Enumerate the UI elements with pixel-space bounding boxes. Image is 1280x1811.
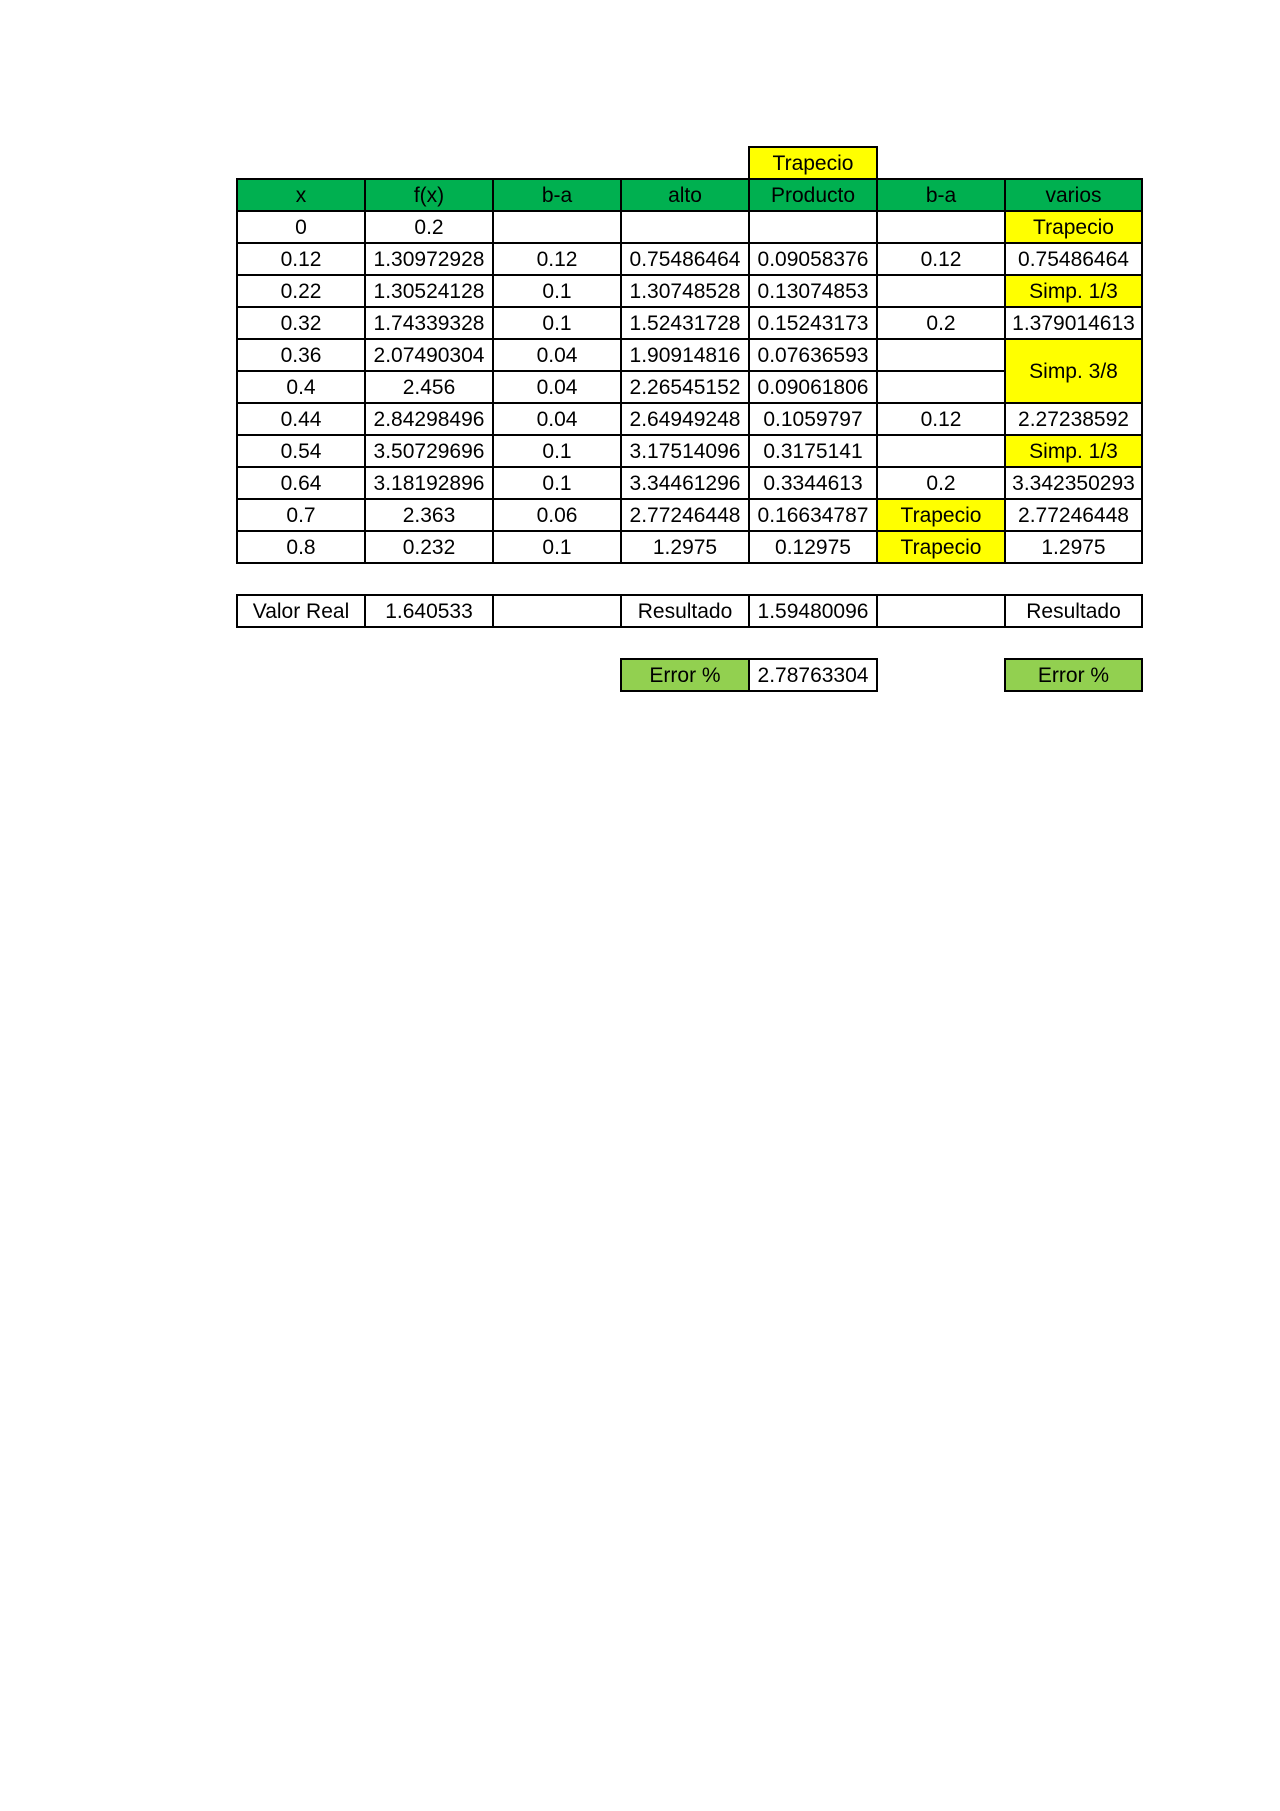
cell-x: 0.4: [236, 370, 366, 404]
cell-fx: 3.18192896: [364, 466, 494, 500]
header-varios: varios: [1004, 178, 1143, 212]
cell-varios: 1.2975: [1004, 530, 1143, 564]
cell-x: 0.36: [236, 338, 366, 372]
header-x: x: [236, 178, 366, 212]
cell-varios-method: Simp. 1/3: [1004, 434, 1143, 468]
summary-empty-cell: [876, 594, 1006, 628]
cell-fx: 3.50729696: [364, 434, 494, 468]
valor-real-label: Valor Real: [236, 594, 366, 628]
cell-b-a-2: 0.2: [876, 466, 1006, 500]
cell-varios-method-merged: Simp. 3/8: [1004, 338, 1143, 404]
cell-b-a-2: 0.2: [876, 306, 1006, 340]
cell-alto: 3.17514096: [620, 434, 750, 468]
cell-varios: 2.27238592: [1004, 402, 1143, 436]
cell-b-a: 0.1: [492, 530, 622, 564]
cell-b-a: 0.1: [492, 434, 622, 468]
cell-alto: 3.34461296: [620, 466, 750, 500]
valor-real-value: 1.640533: [364, 594, 494, 628]
cell-b-a-2: 0.12: [876, 242, 1006, 276]
cell-x: 0.32: [236, 306, 366, 340]
cell-alto: 1.30748528: [620, 274, 750, 308]
cell-producto: 0.3175141: [748, 434, 878, 468]
header-b-a-2: b-a: [876, 178, 1006, 212]
cell-producto: 0.07636593: [748, 338, 878, 372]
cell-b-a: 0.1: [492, 306, 622, 340]
cell-fx: 2.456: [364, 370, 494, 404]
header-fx: f(x): [364, 178, 494, 212]
cell-b-a-2: [876, 434, 1006, 468]
error-label-varios: Error %: [1004, 658, 1143, 692]
cell-fx: 2.07490304: [364, 338, 494, 372]
cell-b-a: 0.1: [492, 466, 622, 500]
cell-alto: 1.52431728: [620, 306, 750, 340]
cell-b-a: 0.04: [492, 338, 622, 372]
cell-varios: 2.77246448: [1004, 498, 1143, 532]
cell-alto: 2.26545152: [620, 370, 750, 404]
error-value: 2.78763304: [748, 658, 878, 692]
header-b-a: b-a: [492, 178, 622, 212]
cell-x: 0.8: [236, 530, 366, 564]
cell-alto: 0.75486464: [620, 242, 750, 276]
cell-b-a-2: 0.12: [876, 402, 1006, 436]
cell-x: 0.44: [236, 402, 366, 436]
cell-x: 0.64: [236, 466, 366, 500]
cell-fx: 1.74339328: [364, 306, 494, 340]
header-alto: alto: [620, 178, 750, 212]
cell-producto: 0.09061806: [748, 370, 878, 404]
cell-b-a: 0.12: [492, 242, 622, 276]
cell-producto: 0.1059797: [748, 402, 878, 436]
error-label: Error %: [620, 658, 750, 692]
resultado-label: Resultado: [620, 594, 750, 628]
cell-producto: 0.16634787: [748, 498, 878, 532]
cell-x: 0: [236, 210, 366, 244]
cell-alto: 1.90914816: [620, 338, 750, 372]
cell-varios-method: Simp. 1/3: [1004, 274, 1143, 308]
cell-b-a-2: [876, 274, 1006, 308]
cell-b-a-2: [876, 338, 1006, 372]
cell-b-a-2-method: Trapecio: [876, 498, 1006, 532]
resultado-value: 1.59480096: [748, 594, 878, 628]
resultado-label-varios: Resultado: [1004, 594, 1143, 628]
cell-x: 0.12: [236, 242, 366, 276]
cell-alto: 1.2975: [620, 530, 750, 564]
cell-producto: 0.15243173: [748, 306, 878, 340]
cell-fx: 2.363: [364, 498, 494, 532]
cell-fx: 1.30524128: [364, 274, 494, 308]
summary-empty-cell: [492, 594, 622, 628]
cell-b-a-2: [876, 370, 1006, 404]
cell-b-a: 0.04: [492, 402, 622, 436]
cell-b-a-2-method: Trapecio: [876, 530, 1006, 564]
cell-alto: [620, 210, 750, 244]
cell-varios: 0.75486464: [1004, 242, 1143, 276]
cell-varios: 1.379014613: [1004, 306, 1143, 340]
cell-x: 0.54: [236, 434, 366, 468]
cell-fx: 2.84298496: [364, 402, 494, 436]
spreadsheet: [236, 146, 1143, 702]
cell-producto: 0.3344613: [748, 466, 878, 500]
cell-varios: 3.342350293: [1004, 466, 1143, 500]
header-producto: Producto: [748, 178, 878, 212]
cell-producto: [748, 210, 878, 244]
cell-x: 0.22: [236, 274, 366, 308]
cell-producto: 0.13074853: [748, 274, 878, 308]
cell-b-a: 0.1: [492, 274, 622, 308]
cell-producto: 0.09058376: [748, 242, 878, 276]
cell-alto: 2.64949248: [620, 402, 750, 436]
cell-fx: 0.2: [364, 210, 494, 244]
cell-b-a: 0.04: [492, 370, 622, 404]
cell-b-a: [492, 210, 622, 244]
trapecio-top-label: Trapecio: [748, 146, 878, 180]
cell-varios-method: Trapecio: [1004, 210, 1143, 244]
cell-x: 0.7: [236, 498, 366, 532]
cell-alto: 2.77246448: [620, 498, 750, 532]
cell-fx: 0.232: [364, 530, 494, 564]
cell-b-a-2: [876, 210, 1006, 244]
cell-b-a: 0.06: [492, 498, 622, 532]
cell-fx: 1.30972928: [364, 242, 494, 276]
cell-producto: 0.12975: [748, 530, 878, 564]
